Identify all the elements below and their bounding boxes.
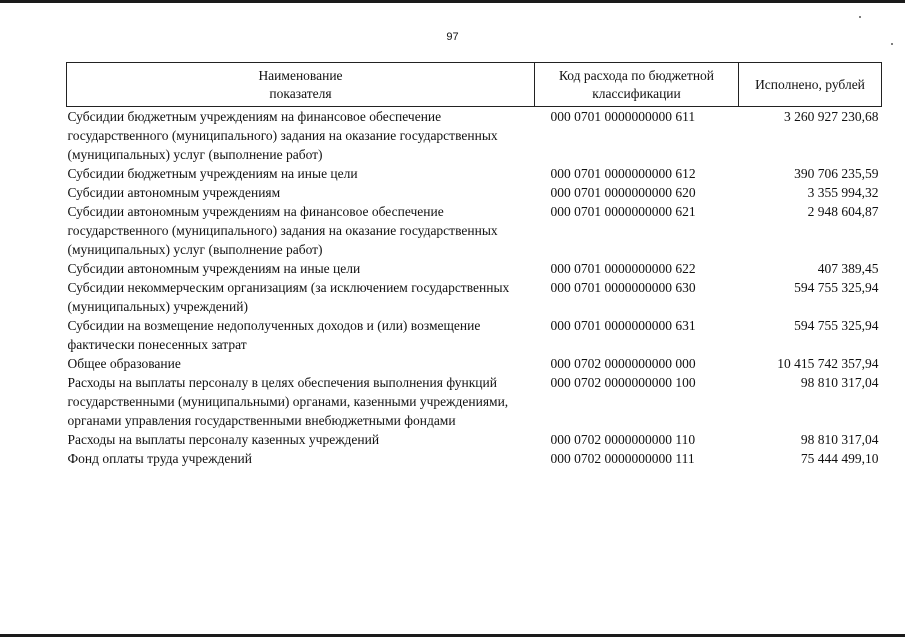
table-row	[67, 202, 882, 259]
table-row	[67, 259, 882, 278]
table-row	[67, 316, 882, 354]
row-amount: 594 755 325,94	[794, 318, 879, 333]
page-number: 97	[446, 31, 459, 43]
row-code: 000 0701 0000000000 611	[550, 109, 696, 124]
scan-bottom-edge	[0, 634, 905, 637]
row-code: 000 0701 0000000000 620	[550, 185, 696, 200]
table-row	[67, 354, 882, 373]
row-name: Субсидии автономным учреждениям на иные цели	[67, 261, 361, 276]
row-code: 000 0701 0000000000 621	[550, 204, 696, 219]
table-row	[67, 278, 882, 316]
row-amount: 98 810 317,04	[800, 432, 879, 447]
row-amount: 407 389,45	[817, 261, 879, 276]
row-code: 000 0702 0000000000 110	[550, 432, 696, 447]
row-code: 000 0702 0000000000 111	[550, 451, 695, 466]
row-amount: 3 260 927 230,68	[784, 109, 879, 124]
scan-speck	[859, 16, 861, 18]
row-amount: 594 755 325,94	[794, 280, 879, 295]
table-row	[67, 430, 882, 449]
row-name: Субсидии автономным учреждениям	[67, 185, 281, 200]
header-executed-amount-text: Исполнено, рублей	[755, 76, 865, 92]
row-code: 000 0701 0000000000 612	[550, 166, 696, 181]
scan-top-edge	[0, 0, 905, 3]
row-name: Субсидии некоммерческим организациям (за исключением государственных (муниципальных) учреждений)	[67, 280, 510, 314]
table-header-row	[67, 63, 882, 107]
table-row	[67, 449, 882, 468]
table-row	[67, 107, 882, 165]
header-expense-code	[535, 63, 739, 107]
row-code: 000 0701 0000000000 622	[550, 261, 696, 276]
row-name: Субсидии на возмещение недополученных доходов и (или) возмещение фактически понесенных затрат	[67, 318, 481, 352]
row-amount: 10 415 742 357,94	[777, 356, 879, 371]
row-name: Расходы на выплаты персоналу казенных учреждений	[67, 432, 380, 447]
row-name: Расходы на выплаты персоналу в целях обеспечения выполнения функций государственными (муниципальными) органами, казенными учреждениями, органами управления государственными внебюджетными фондами	[67, 375, 509, 428]
header-expense-code-text: Код расхода по бюджетной классификации	[558, 67, 715, 101]
row-name: Субсидии автономным учреждениям на финансовое обеспечение государственного (муниципального) задания на оказание государственных (муниципальных) услуг (выполнение работ)	[67, 204, 498, 257]
row-name: Общее образование	[67, 356, 181, 371]
header-executed-amount	[739, 63, 882, 107]
row-code: 000 0701 0000000000 631	[550, 318, 696, 333]
row-amount: 390 706 235,59	[794, 166, 879, 181]
row-amount: 98 810 317,04	[800, 375, 879, 390]
scan-speck	[891, 43, 893, 45]
table-row	[67, 373, 882, 430]
row-code: 000 0701 0000000000 630	[550, 280, 696, 295]
row-name: Фонд оплаты труда учреждений	[67, 451, 252, 466]
row-name: Субсидии бюджетным учреждениям на иные цели	[67, 166, 358, 181]
row-code: 000 0702 0000000000 000	[550, 356, 696, 371]
row-amount: 3 355 994,32	[807, 185, 879, 200]
table-row	[67, 183, 882, 202]
row-code: 000 0702 0000000000 100	[550, 375, 696, 390]
header-indicator-name	[67, 63, 535, 107]
row-amount: 75 444 499,10	[800, 451, 879, 466]
budget-table	[66, 62, 882, 468]
header-indicator-name-text: Наименование показателя	[258, 67, 343, 101]
row-name: Субсидии бюджетным учреждениям на финансовое обеспечение государственного (муниципального) задания на оказание государственных (муниципальных) услуг (выполнение работ)	[67, 109, 498, 162]
table-row	[67, 164, 882, 183]
row-amount: 2 948 604,87	[807, 204, 879, 219]
